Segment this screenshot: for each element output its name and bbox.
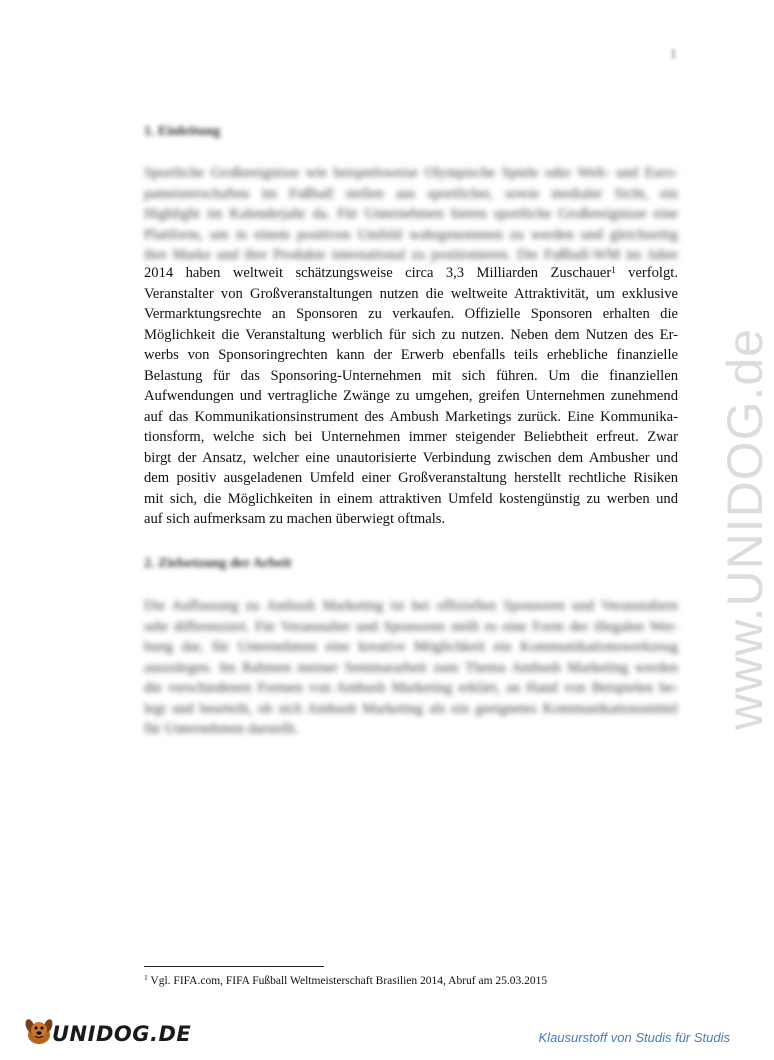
- text-line: legt und beurteilt, ob sich Ambush Marketing als ein geeignetes Kommunikationsmittel: [144, 700, 678, 717]
- text-line: Vermarktungsrechte an Sponsoren zu verkaufen. Offizielle Sponsoren erhalten die: [144, 306, 678, 322]
- text-line: Plattform, um in einem positiven Umfeld wahrgenommen zu werden und gleichzeitig: [144, 226, 678, 243]
- text-line: Die Auffassung zu Ambush Marketing ist bei offiziellen Sponsoren und Veranstaltern: [144, 598, 678, 614]
- text-line: auf das Kommunikationsinstrument des Ambush Marketings zurück. Eine Kommunika-: [144, 408, 678, 425]
- dog-icon: [22, 1016, 56, 1051]
- objective-blurred-paragraph: [144, 596, 678, 740]
- text-line: die verschiedenen Formen von Ambush Marketing erklärt, an Hand von Beispielen be-: [144, 680, 678, 696]
- text-line: bung dar, für Unternehmen eine kreative Möglichkeit ein Kommunikationswerkzeug: [144, 639, 678, 655]
- text-line: tionsform, welche sich bei Unternehmen immer steigender Beliebtheit erfreut. Zwar: [144, 429, 678, 445]
- text-line: Highlight im Kalenderjahr da. Für Unternehmen bieten sportliche Großereignisse eine: [144, 206, 678, 222]
- text-line: auszulegen. Im Rahmen meiner Seminararbeit zum Thema Ambush Marketing werden: [144, 659, 678, 676]
- text-line: Möglichkeit die Veranstaltung werblich für sich zu nutzen. Neben dem Nutzen des Er-: [144, 326, 678, 343]
- intro-visible-paragraph: [144, 263, 678, 530]
- text-line-with-footnote: [144, 263, 678, 284]
- footnote-marker: 1: [144, 973, 148, 982]
- text-line: Aufwendungen und vertragliche Zwänge zu umgehen, greifen Unternehmen zunehmend: [144, 388, 678, 404]
- text-line: auf sich aufmerksam zu machen überwiegt oftmals.: [144, 511, 446, 527]
- watermark: www.UNIDOG.de: [717, 328, 773, 730]
- intro-blurred-paragraph: [144, 163, 678, 266]
- text-line: birgt der Ansatz, welcher eine unautorisierte Verbindung zwischen dem Ambusher und: [144, 449, 678, 466]
- text-line: für Unternehmen darstellt.: [144, 721, 299, 737]
- text-line: sehr differenziert. Für Veranstalter und Sponsoren stellt es eine Form der illegalen Wer-: [144, 618, 678, 635]
- text-line: Sportliche Großereignisse wie beispielsweise Olympische Spiele oder Welt- und Euro-: [144, 165, 678, 181]
- text-fragment: 2014 haben weltweit schätzungsweise circa 3,3 Milliarden Zuschauer: [144, 265, 612, 281]
- text-line: Belastung für das Sponsoring-Unternehmen mit sich führen. Um die finanziellen: [144, 367, 678, 384]
- section-heading-introduction: 1. Einleitung: [144, 124, 221, 139]
- logo-text: UNIDOG.DE: [52, 1021, 192, 1046]
- text-line: mit sich, die Möglichkeiten in einem attraktiven Umfeld kostengünstig zu werben und: [144, 490, 678, 507]
- footer-tagline: Klausurstoff von Studis für Studis: [538, 1030, 730, 1045]
- section-heading-objective: 2. Zielsetzung der Arbeit: [144, 556, 292, 571]
- unidog-logo[interactable]: [22, 1016, 191, 1051]
- text-line: Veranstalter von Großveranstaltungen nutzen die weltweite Attraktivität, um exklusive: [144, 285, 678, 302]
- footnote: [144, 975, 547, 987]
- text-line: werbs von Sponsoringrechten kann der Erwerb ebenfalls teils erhebliche finanzielle: [144, 347, 678, 363]
- footnote-marker: 1: [611, 265, 616, 275]
- text-line: dem positiv ausgeladenen Umfeld einer Großveranstaltung herstellt rechtliche Risiken: [144, 470, 678, 486]
- text-line: ihre Marke und ihre Produkte international zu positionieren. Die Fußball-WM im Jahre: [144, 247, 678, 263]
- text-line: pameisterschaften im Fußball stellen aus sportlicher, sowie medialer Sicht, ein: [144, 185, 678, 202]
- page-number: 1: [670, 46, 677, 61]
- footnote-text: Vgl. FIFA.com, FIFA Fußball Weltmeisterschaft Brasilien 2014, Abruf am 25.03.2015: [147, 975, 548, 987]
- text-fragment: verfolgt.: [615, 265, 678, 281]
- footnote-divider: [144, 966, 324, 967]
